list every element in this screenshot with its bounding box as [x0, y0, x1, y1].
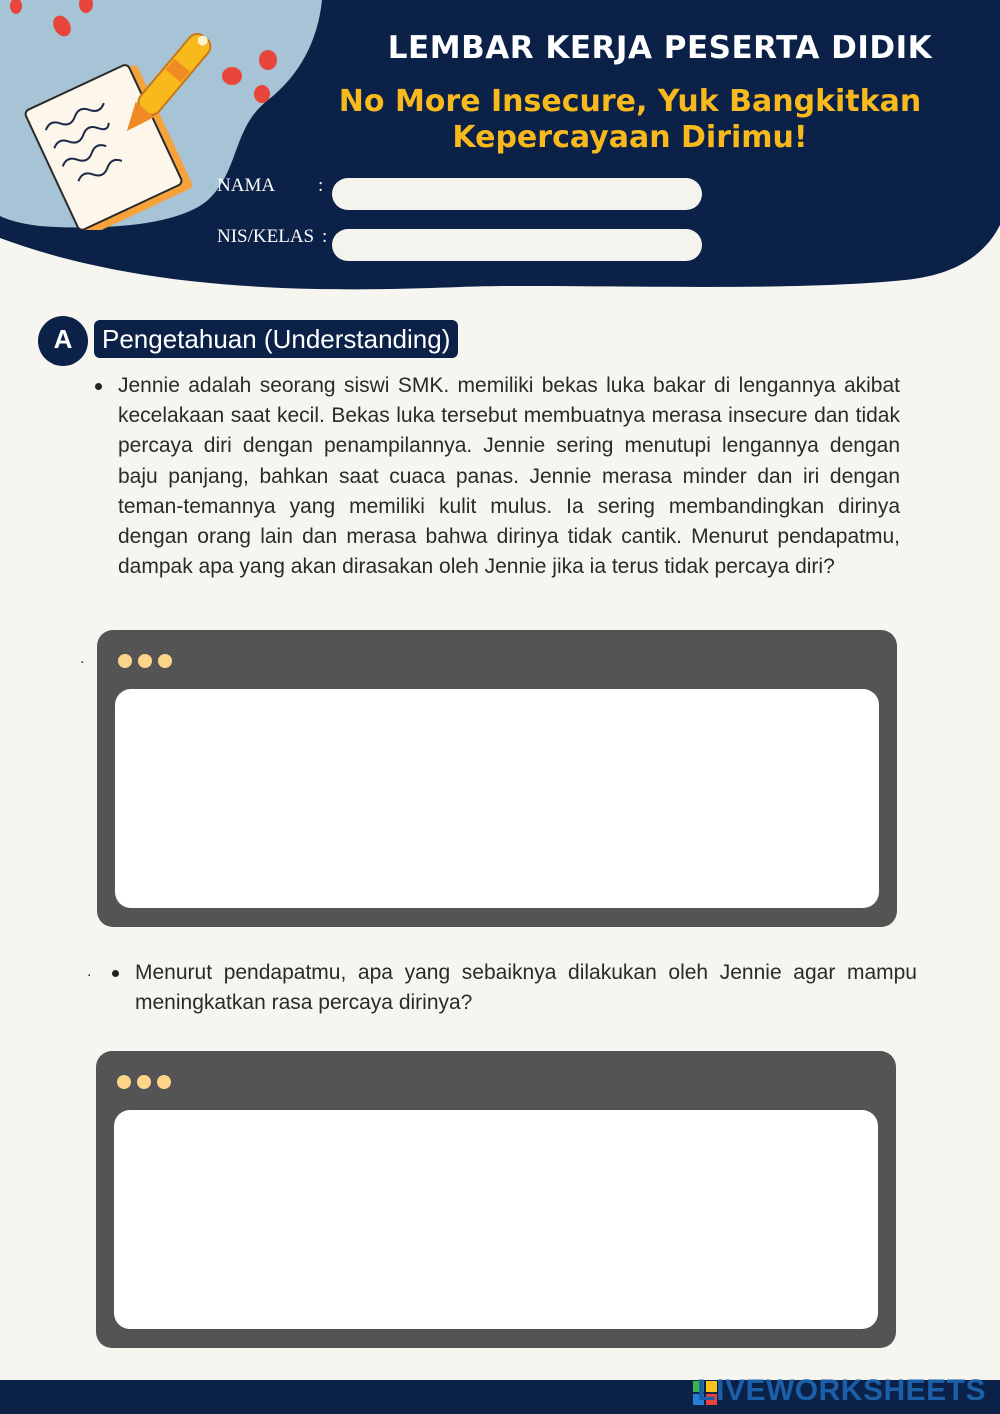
worksheet-title: LEMBAR KERJA PESERTA DIDIK [387, 30, 933, 66]
bullet-2 [112, 970, 119, 977]
kelas-colon: : [322, 226, 328, 247]
window-dot-icon [138, 654, 152, 668]
question-2-text: Menurut pendapatmu, apa yang sebaiknya dilakukan oleh Jennie agar mampu meningkatkan rasa percaya dirinya? [135, 961, 917, 1015]
stray-dot-2: . [87, 963, 92, 980]
window-dot-icon [118, 654, 132, 668]
answer-window-2 [96, 1051, 896, 1348]
section-title: Pengetahuan (Understanding) [94, 320, 458, 358]
window-dot-icon [158, 654, 172, 668]
window-dot-icon [117, 1075, 131, 1089]
kelas-input[interactable] [332, 229, 702, 261]
subtitle-line-1: No More Insecure, Yuk Bangkitkan [338, 84, 922, 119]
subtitle-line-2: Kepercayaan Dirimu! [452, 120, 808, 155]
answer-input-1[interactable] [115, 689, 879, 908]
kelas-label: NIS/KELAS [217, 226, 315, 247]
section-badge: A [38, 316, 88, 366]
bullet-1 [95, 383, 102, 390]
window-dot-icon [157, 1075, 171, 1089]
stray-dot-1: . [80, 650, 85, 667]
worksheet-subtitle [300, 84, 960, 156]
liveworksheets-brand[interactable]: LIVEWORKSHEETS [697, 1374, 986, 1407]
answer-window-1 [97, 630, 897, 927]
nama-input[interactable] [332, 178, 702, 210]
nama-colon: : [318, 175, 324, 196]
nama-label: NAMA [217, 175, 276, 196]
answer-input-2[interactable] [114, 1110, 878, 1329]
window-dot-icon [137, 1075, 151, 1089]
question-1-text: Jennie adalah seorang siswi SMK. memiliki bekas luka bakar di lengannya akibat kecelakaan saat kecil. Bekas luka tersebut membuatnya merasa insecure dan tidak percaya diri dengan penampilannya. Jennie sering menutupi lengannya dengan baju panjang, bahkan saat cuaca panas. Jennie merasa minder dan iri dengan teman-temannya yang memiliki kulit mulus. Ia sering membandingkan dirinya dengan orang lain dan merasa bahwa dirinya tidak cantik. Menurut pendapatmu, dampak apa yang akan dirasakan oleh Jennie jika ia terus tidak percaya diri? [118, 374, 900, 579]
